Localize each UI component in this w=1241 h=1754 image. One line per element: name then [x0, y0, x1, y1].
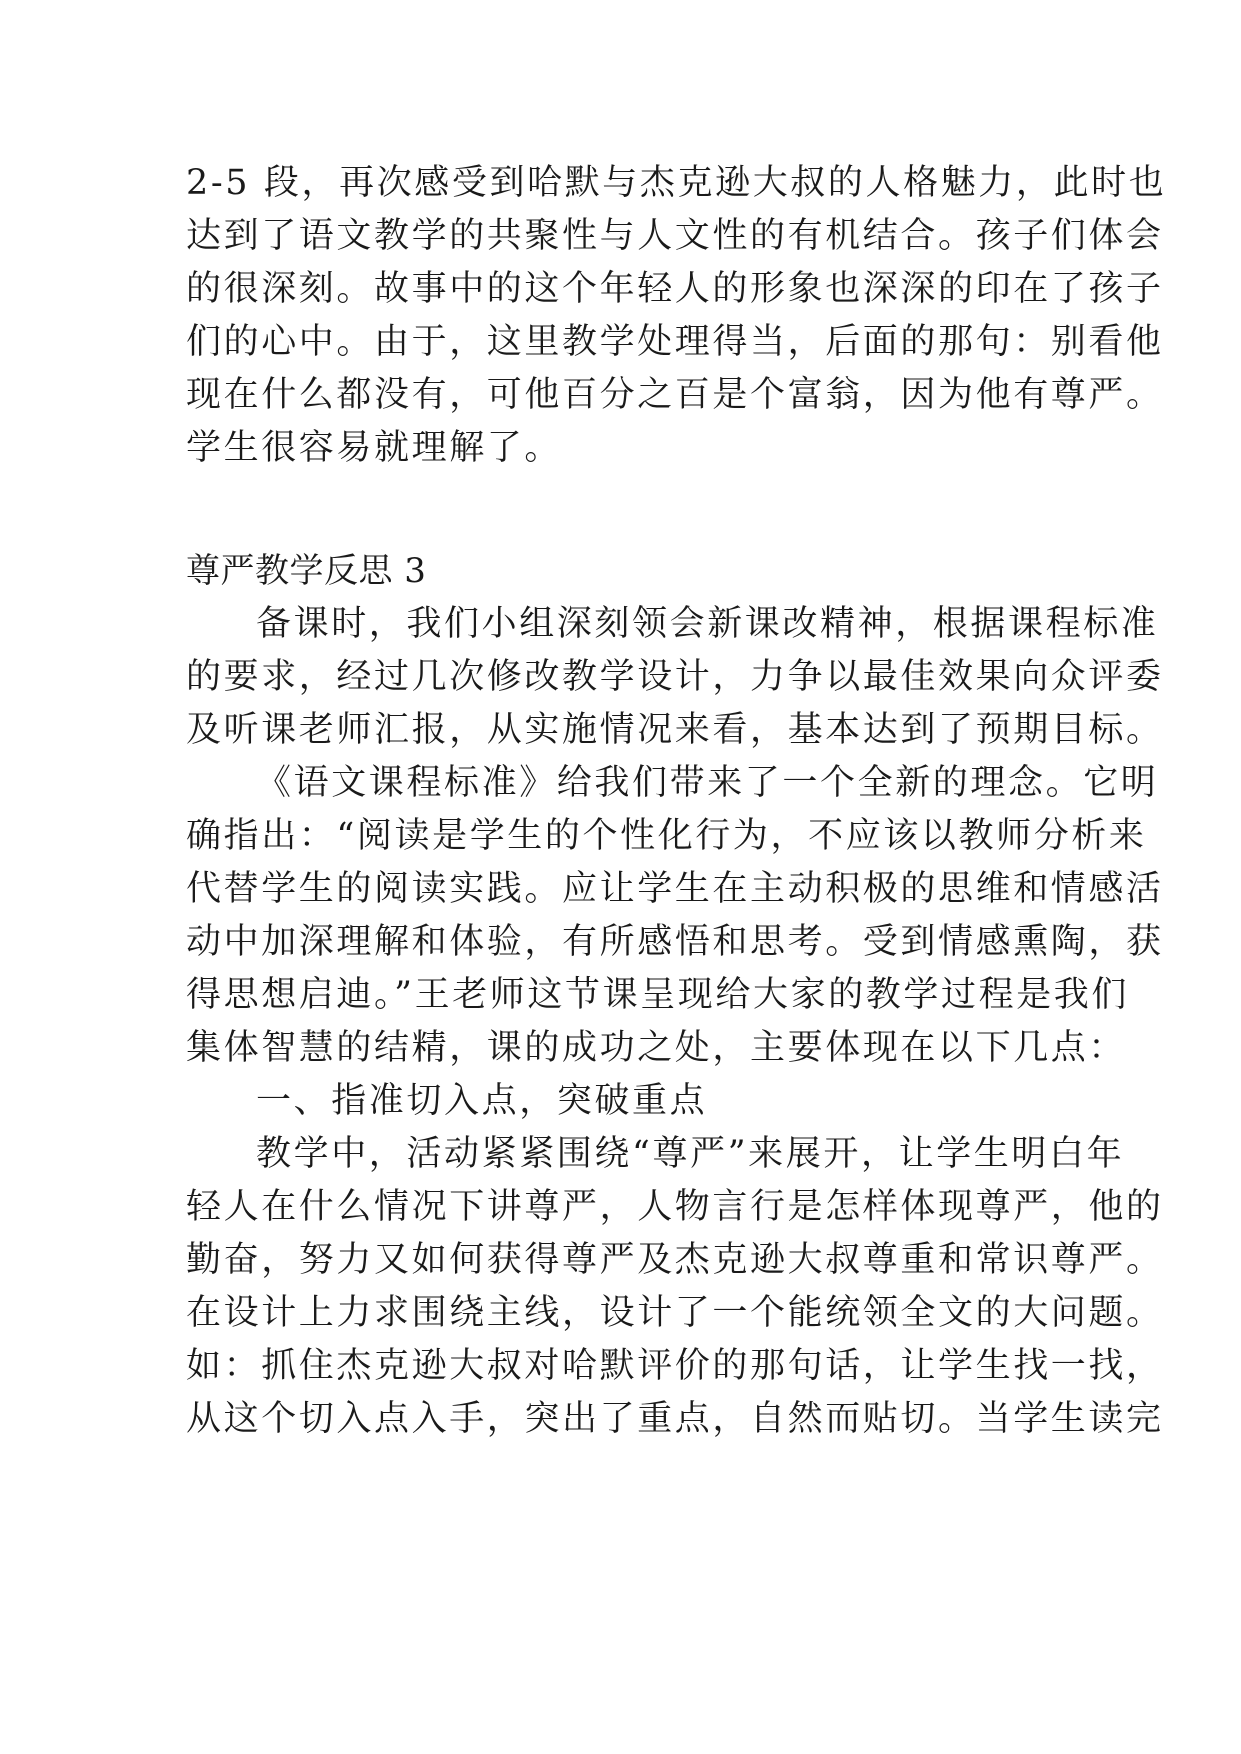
text-line: 及听课老师汇报，从实施情况来看，基本达到了预期目标。: [186, 710, 1164, 750]
subheading-1: 一、指准切入点，突破重点: [256, 1081, 708, 1121]
text-line: 集体智慧的结精，课的成功之处，主要体现在以下几点：: [186, 1028, 1127, 1068]
text-line: 得思想启迪。”王老师这节课呈现给大家的教学过程是我们: [186, 975, 1129, 1015]
text-line: 确指出：“阅读是学生的个性化行为，不应该以教师分析来: [186, 816, 1147, 856]
text-line: 备课时，我们小组深刻领会新课改精神，根据课程标准: [256, 604, 1159, 644]
text-line: 如：抓住杰克逊大叔对哈默评价的那句话，让学生找一找，: [186, 1346, 1164, 1386]
text-line: 《语文课程标准》给我们带来了一个全新的理念。它明: [256, 763, 1159, 803]
text-line: 在设计上力求围绕主线，设计了一个能统领全文的大问题。: [186, 1293, 1164, 1333]
text-line: 2-5 段，再次感受到哈默与杰克逊大叔的人格魅力，此时也: [186, 163, 1167, 203]
paragraph-preparation: [186, 598, 1164, 757]
text-line: 学生很容易就理解了。: [186, 428, 563, 468]
paragraph-teaching: [186, 1128, 1164, 1446]
text-line: 代替学生的阅读实践。应让学生在主动积极的思维和情感活: [186, 869, 1164, 909]
text-line: 的要求，经过几次修改教学设计，力争以最佳效果向众评委: [186, 657, 1164, 697]
text-line: 们的心中。由于，这里教学处理得当，后面的那句：别看他: [186, 322, 1164, 362]
text-line: 达到了语文教学的共聚性与人文性的有机结合。孩子们体会: [186, 216, 1164, 256]
text-line: 勤奋，努力又如何获得尊严及杰克逊大叔尊重和常识尊严。: [186, 1240, 1164, 1280]
text-line: 教学中，活动紧紧围绕“尊严”来展开，让学生明白年: [256, 1134, 1125, 1174]
section-title: 尊严教学反思 3: [186, 551, 427, 591]
paragraph-gap: [186, 475, 1066, 545]
text-line: 动中加深理解和体验，有所感悟和思考。受到情感熏陶，获: [186, 922, 1164, 962]
text-line: 的很深刻。故事中的这个年轻人的形象也深深的印在了孩子: [186, 269, 1164, 309]
paragraph-curriculum-standard: [186, 757, 1164, 1075]
document-body: [186, 157, 1167, 1446]
paragraph-continued: [186, 157, 1167, 475]
text-line: 轻人在什么情况下讲尊严，人物言行是怎样体现尊严，他的: [186, 1187, 1164, 1227]
text-line: 从这个切入点入手，突出了重点，自然而贴切。当学生读完: [186, 1399, 1164, 1439]
text-line: 现在什么都没有，可他百分之百是个富翁，因为他有尊严。: [186, 375, 1164, 415]
